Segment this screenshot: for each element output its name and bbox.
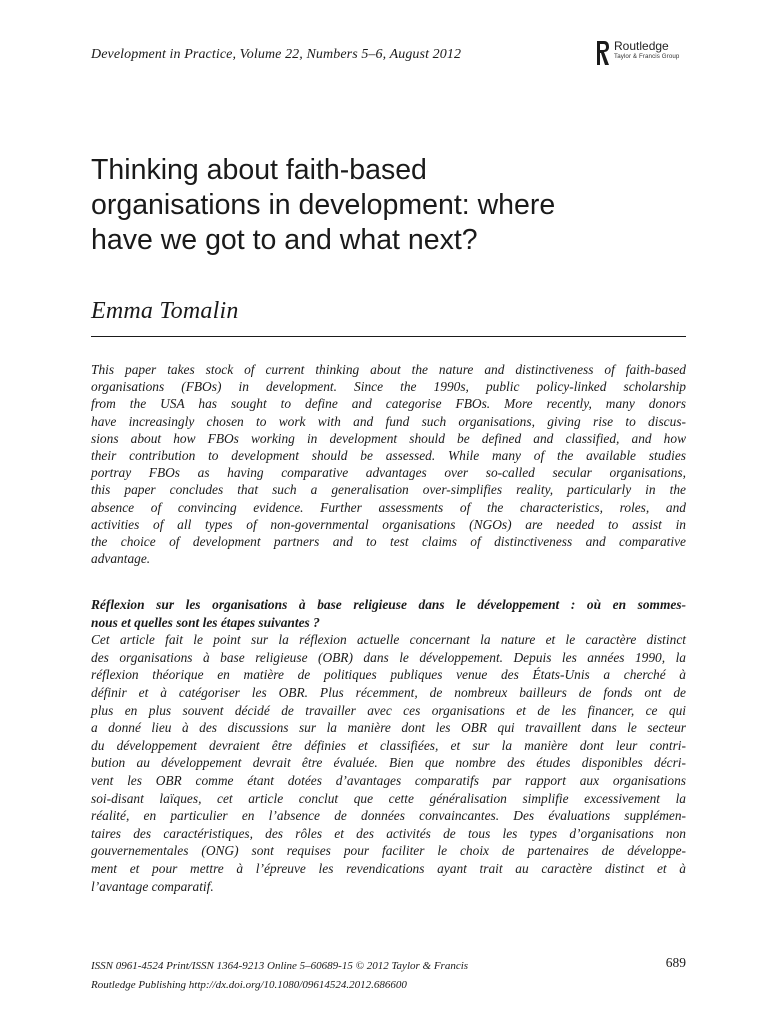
abstract-line: their contribution to development should be assessed. While many of the available studies	[91, 448, 686, 464]
abstract-line: from the USA has sought to define and categorise FBOs. More recently, many donors	[91, 396, 686, 412]
title-line: Thinking about faith-based	[91, 154, 427, 186]
footer-info	[91, 957, 468, 995]
abstract-line: this paper concludes that such a generalisation over-simplifies reality, particularly in the	[91, 482, 686, 498]
french-title-line: nous et quelles sont les étapes suivantes ?	[91, 614, 320, 630]
abstract-line: have increasingly chosen to work with and fund such organisations, giving rise to discus-	[91, 413, 686, 429]
french-abstract-line: Cet article fait le point sur la réflexion actuelle concernant la nature et le caractère distinct	[91, 632, 686, 648]
french-abstract-line: soi-disant laïques, cet article conclut que cette généralisation simplifie excessivement la	[91, 790, 686, 806]
author-name: Emma Tomalin	[91, 298, 239, 324]
abstract-line: the choice of development partners and to test claims of distinctiveness and comparative	[91, 534, 686, 550]
french-abstract-line: des organisations à base religieuse (OBR) dans le développement. Depuis les années 1990, la	[91, 649, 686, 665]
english-abstract	[91, 361, 686, 567]
french-abstract-line: l’avantage comparatif.	[91, 878, 214, 894]
french-abstract-line: gouvernementales (ONG) sont requises pour faciliter le choix de partenaires de développe-	[91, 843, 686, 859]
french-abstract-line: réalité, en particulier en l’absence de données convaincantes. Des évaluations supplémen-	[91, 808, 686, 824]
abstract-line: sions about how FBOs working in development should be defined and classified, and how	[91, 430, 686, 446]
abstract-line: portray FBOs as having comparative advantages over so-called secular organisations,	[91, 465, 686, 481]
french-abstract	[91, 596, 686, 895]
abstract-line: This paper takes stock of current thinking about the nature and distinctiveness of faith-based	[91, 362, 686, 377]
abstract-line: absence of convincing evidence. Further assessments of the characteristics, roles, and	[91, 499, 686, 515]
french-abstract-line: ment et pour mettre à l’épreuve les revendications ayant trait au caractère distinct et à	[91, 860, 686, 876]
french-abstract-line: définir et à catégoriser les OBR. Plus récemment, de nombreux bailleurs de fonds ont de	[91, 684, 686, 700]
french-title-line: Réflexion sur les organisations à base religieuse dans le développement : où en sommes-	[91, 597, 686, 612]
title-divider	[91, 336, 686, 337]
publisher-group: Taylor & Francis Group	[614, 53, 680, 60]
doi-line: Routledge Publishing http://dx.doi.org/10.1080/09614524.2012.686600	[91, 979, 407, 991]
abstract-line: advantage.	[91, 551, 151, 567]
french-abstract-line: vent les OBR comme étant dotées d’avantages comparatifs par rapport aux organisations	[91, 772, 686, 788]
abstract-line: organisations (FBOs) in development. Since the 1990s, public policy-linked scholarship	[91, 379, 686, 395]
french-abstract-line: bution au développement devrait être évaluée. Bien que nombre des études disponibles décri-	[91, 755, 686, 771]
title-line: have we got to and what next?	[91, 224, 478, 256]
publisher-name: Routledge	[614, 39, 669, 53]
french-abstract-line: a donné lieu à des discussions sur la manière dont les OBR qui travaillent dans le secteur	[91, 720, 686, 736]
page-number: 689	[665, 955, 686, 970]
article-title	[91, 153, 691, 258]
routledge-r-logo-icon	[596, 40, 610, 66]
french-abstract-line: taires des caractéristiques, des rôles et des activités de tous les types d’organisations non	[91, 825, 686, 841]
abstract-line: activities of all types of non-governmental organisations (NGOs) are needed to assist in	[91, 516, 686, 532]
issn-line: ISSN 0961-4524 Print/ISSN 1364-9213 Online 5–60689-15 © 2012 Taylor & Francis	[91, 960, 469, 972]
publisher-logo	[596, 40, 679, 70]
journal-citation: Development in Practice, Volume 22, Numbers 5–6, August 2012	[91, 47, 462, 62]
title-line: organisations in development: where	[91, 189, 556, 221]
french-abstract-line: plus en plus souvent décidé de travailler avec ces organisations et de les financer, ce qui	[91, 702, 686, 718]
french-abstract-line: réflexion théorique en matière de politiques publiques venue des États-Unis a cherché à	[91, 667, 686, 683]
french-abstract-line: du développement devraient être définies et classifiées, et sur la manière dont leur contri-	[91, 737, 686, 753]
